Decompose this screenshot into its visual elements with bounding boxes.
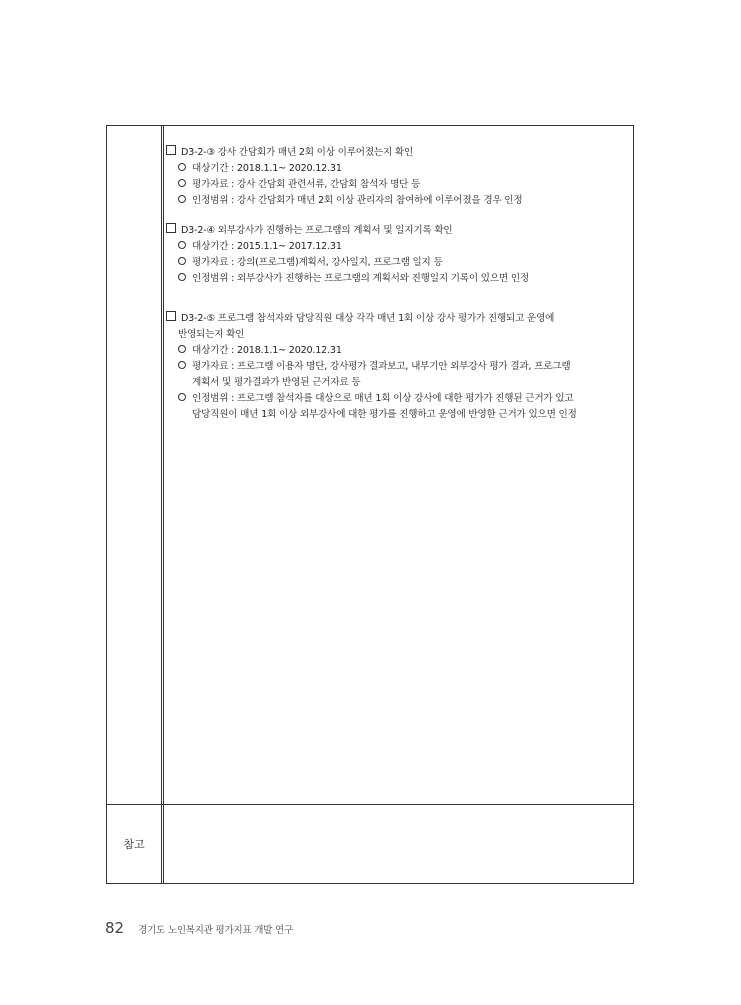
circle-bullet-icon <box>178 393 186 401</box>
page-number: 82 <box>105 919 125 937</box>
list-item <box>166 255 628 271</box>
section-heading <box>166 311 628 327</box>
list-item-text: 대상기간 : 2018.1.1~ 2020.12.31 <box>192 163 342 174</box>
section-heading <box>166 223 628 239</box>
checkbox-square-icon <box>166 311 176 321</box>
list-item-text: 인정범위 : 강사 간담회가 매년 2회 이상 관리자의 참여하에 이루어졌을 경우 인정 <box>192 195 523 206</box>
circle-bullet-icon <box>178 361 186 369</box>
page-footer <box>105 919 293 937</box>
list-item-text: 인정범위 : 외부강사가 진행하는 프로그램의 계획서와 진행일지 기록이 있으면 인정 <box>192 273 529 284</box>
list-item-text: 평가자료 : 강사 간담회 관련서류, 간담회 참석자 명단 등 <box>192 179 421 190</box>
reference-body <box>165 805 633 883</box>
list-item <box>166 271 628 287</box>
circle-bullet-icon <box>178 195 186 203</box>
section-heading <box>166 145 628 161</box>
footer-title: 경기도 노인복지관 평가지표 개발 연구 <box>138 925 294 936</box>
criteria-section <box>166 223 628 287</box>
criteria-section <box>166 311 628 423</box>
section-heading-text: D3-2-⑤ 프로그램 참석자와 담당직원 대상 각각 매년 1회 이상 강사 평가가 진행되고 운영에 <box>181 313 555 324</box>
circle-bullet-icon <box>178 241 186 249</box>
column-divider <box>161 126 164 883</box>
section-gap <box>166 209 628 223</box>
circle-bullet-icon <box>178 273 186 281</box>
list-item <box>166 177 628 193</box>
circle-bullet-icon <box>178 179 186 187</box>
section-heading-text: D3-2-④ 외부강사가 진행하는 프로그램의 계획서 및 일지기록 확인 <box>181 225 453 236</box>
criteria-content <box>166 145 628 423</box>
list-item <box>166 239 628 255</box>
list-item-text: 평가자료 : 프로그램 이용자 명단, 강사평가 결과보고, 내부기안 외부강사 평가 결과, 프로그램 <box>192 361 571 372</box>
checkbox-square-icon <box>166 145 176 155</box>
criteria-section <box>166 145 628 209</box>
checkbox-square-icon <box>166 223 176 233</box>
list-item <box>166 359 628 375</box>
list-item-text: 대상기간 : 2015.1.1~ 2017.12.31 <box>192 241 342 252</box>
list-item-text: 인정범위 : 프로그램 참석자를 대상으로 매년 1회 이상 강사에 대한 평가가 진행된 근거가 있고 <box>192 393 574 404</box>
circle-bullet-icon <box>178 257 186 265</box>
circle-bullet-icon <box>178 345 186 353</box>
section-gap <box>166 287 628 311</box>
section-heading-text: D3-2-③ 강사 간담회가 매년 2회 이상 이루어졌는지 확인 <box>181 147 414 158</box>
list-item-continuation: 담당직원이 매년 1회 이상 외부강사에 대한 평가를 진행하고 운영에 반영한 근거가 있으면 인정 <box>192 409 577 420</box>
list-item <box>166 343 628 359</box>
list-item <box>166 161 628 177</box>
list-item-text: 평가자료 : 강의(프로그램)계획서, 강사일지, 프로그램 일지 등 <box>192 257 443 268</box>
section-heading-continuation: 반영되는지 확인 <box>178 329 245 340</box>
list-item-continuation: 계획서 및 평가결과가 반영된 근거자료 등 <box>192 377 361 388</box>
reference-label: 참고 <box>123 838 145 851</box>
list-item <box>166 391 628 407</box>
circle-bullet-icon <box>178 163 186 171</box>
list-item <box>166 193 628 209</box>
list-item-text: 대상기간 : 2018.1.1~ 2020.12.31 <box>192 345 342 356</box>
